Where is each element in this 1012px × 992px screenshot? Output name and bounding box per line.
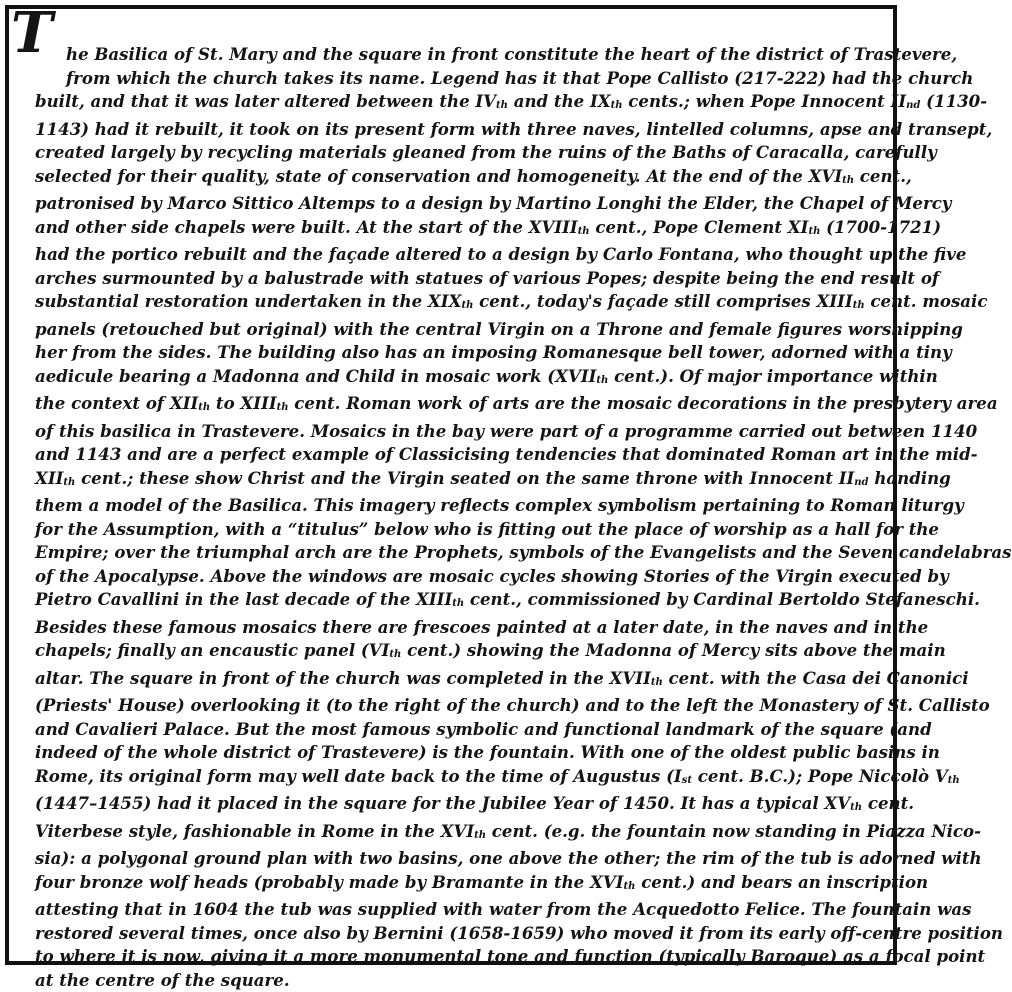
text-line: of the Apocalypse. Above the windows are mosaic cycles showing Stories of the Virgin executed by: [35, 565, 885, 589]
text-line: restored several times, once also by Bernini (1658-1659) who moved it from its early off-centre position: [35, 922, 885, 946]
text-line: (1447–1455) had it placed in the square for the Jubilee Year of 1450. It has a typical $XV_{th}$ cent.: [35, 792, 885, 820]
text-line: and 1143 and are a perfect example of Classicising tendencies that dominated Roman art in the mid-: [35, 443, 885, 467]
text-line: patronised by Marco Sittico Altemps to a design by Martino Longhi the Elder, the Chapel of Mercy: [35, 192, 885, 216]
article-text: [35, 43, 885, 992]
text-line: Pietro Cavallini in the last decade of the $XIII_{th}$ cent., commissioned by Cardinal Bertoldo Stefaneschi.: [35, 588, 885, 616]
text-line: from which the church takes its name. Legend has it that Pope Callisto (217-222) had the church: [35, 67, 885, 91]
text-line: indeed of the whole district of Trastevere) is the fountain. With one of the oldest public basins in: [35, 741, 885, 765]
text-line: he Basilica of St. Mary and the square in front constitute the heart of the district of Trastevere,: [35, 43, 885, 67]
text-line: (Priests' House) overlooking it (to the right of the church) and to the left the Monastery of St. Callisto: [35, 694, 885, 718]
text-line: 1143) had it rebuilt, it took on its present form with three naves, lintelled columns, apse and transept,: [35, 118, 885, 142]
text-line: Viterbese style, fashionable in Rome in the $XVI_{th}$ cent. (e.g. the fountain now standing in Piazza Nico-: [35, 820, 885, 848]
text-line: aedicule bearing a Madonna and Child in mosaic work ($XVII_{th}$ cent.). Of major importance within: [35, 365, 885, 393]
text-line: her from the sides. The building also has an imposing Romanesque bell tower, adorned with a tiny: [35, 341, 885, 365]
text-line: sia): a polygonal ground plan with two basins, one above the other; the rim of the tub is adorned with: [35, 847, 885, 871]
text-line: of this basilica in Trastevere. Mosaics in the bay were part of a programme carried out between 1140: [35, 420, 885, 444]
text-line: selected for their quality, state of conservation and homogeneity. At the end of the $XVI_{th}$ cent.,: [35, 165, 885, 193]
text-line: panels (retouched but original) with the central Virgin on a Throne and female figures worshipping: [35, 318, 885, 342]
text-line: $XII_{th}$ cent.; these show Christ and the Virgin seated on the same throne with Innocent $II_{nd}$ handing: [35, 467, 885, 495]
text-line: attesting that in 1604 the tub was supplied with water from the Acquedotto Felice. The fountain was: [35, 898, 885, 922]
text-line: for the Assumption, with a “titulus” below who is fitting out the place of worship as a hall for the: [35, 518, 885, 542]
text-line: to where it is now, giving it a more monumental tone and function (typically Baroque) as a focal point: [35, 945, 885, 969]
text-line: the context of $XII_{th}$ to $XIII_{th}$ cent. Roman work of arts are the mosaic decorations in the presbytery area: [35, 392, 885, 420]
text-line: them a model of the Basilica. This imagery reflects complex symbolism pertaining to Roman liturgy: [35, 494, 885, 518]
text-line: altar. The square in front of the church was completed in the $XVII_{th}$ cent. with the Casa dei Canonici: [35, 667, 885, 695]
text-line: and other side chapels were built. At the start of the $XVIII_{th}$ cent., Pope Clement $XI_{th}$ (1700-1721): [35, 216, 885, 244]
text-line: Empire; over the triumphal arch are the Prophets, symbols of the Evangelists and the Seven candelabras: [35, 541, 885, 565]
text-line: Rome, its original form may well date back to the time of Augustus ($I_{st}$ cent. B.C.); Pope Niccolò $V_{th}$: [35, 765, 885, 793]
drop-cap: T: [11, 5, 53, 61]
text-line: and Cavalieri Palace. But the most famous symbolic and functional landmark of the square (and: [35, 718, 885, 742]
text-line: created largely by recycling materials gleaned from the ruins of the Baths of Caracalla, carefully: [35, 141, 885, 165]
text-line: arches surmounted by a balustrade with statues of various Popes; despite being the end result of: [35, 267, 885, 291]
page-frame: [5, 5, 897, 965]
text-line: at the centre of the square.: [35, 969, 885, 992]
text-line: four bronze wolf heads (probably made by Bramante in the $XVI_{th}$ cent.) and bears an inscription: [35, 871, 885, 899]
text-line: Besides these famous mosaics there are frescoes painted at a later date, in the naves and in the: [35, 616, 885, 640]
text-line: substantial restoration undertaken in the $XIX_{th}$ cent., today's façade still comprises $XIII_{th}$ cent. mosaic: [35, 290, 885, 318]
text-line: had the portico rebuilt and the façade altered to a design by Carlo Fontana, who thought up the five: [35, 243, 885, 267]
text-line: built, and that it was later altered between the $IV_{th}$ and the $IX_{th}$ cents.; when Pope Innocent $II_{nd}$ (1130-: [35, 90, 885, 118]
text-line: chapels; finally an encaustic panel ($VI_{th}$ cent.) showing the Madonna of Mercy sits above the main: [35, 639, 885, 667]
